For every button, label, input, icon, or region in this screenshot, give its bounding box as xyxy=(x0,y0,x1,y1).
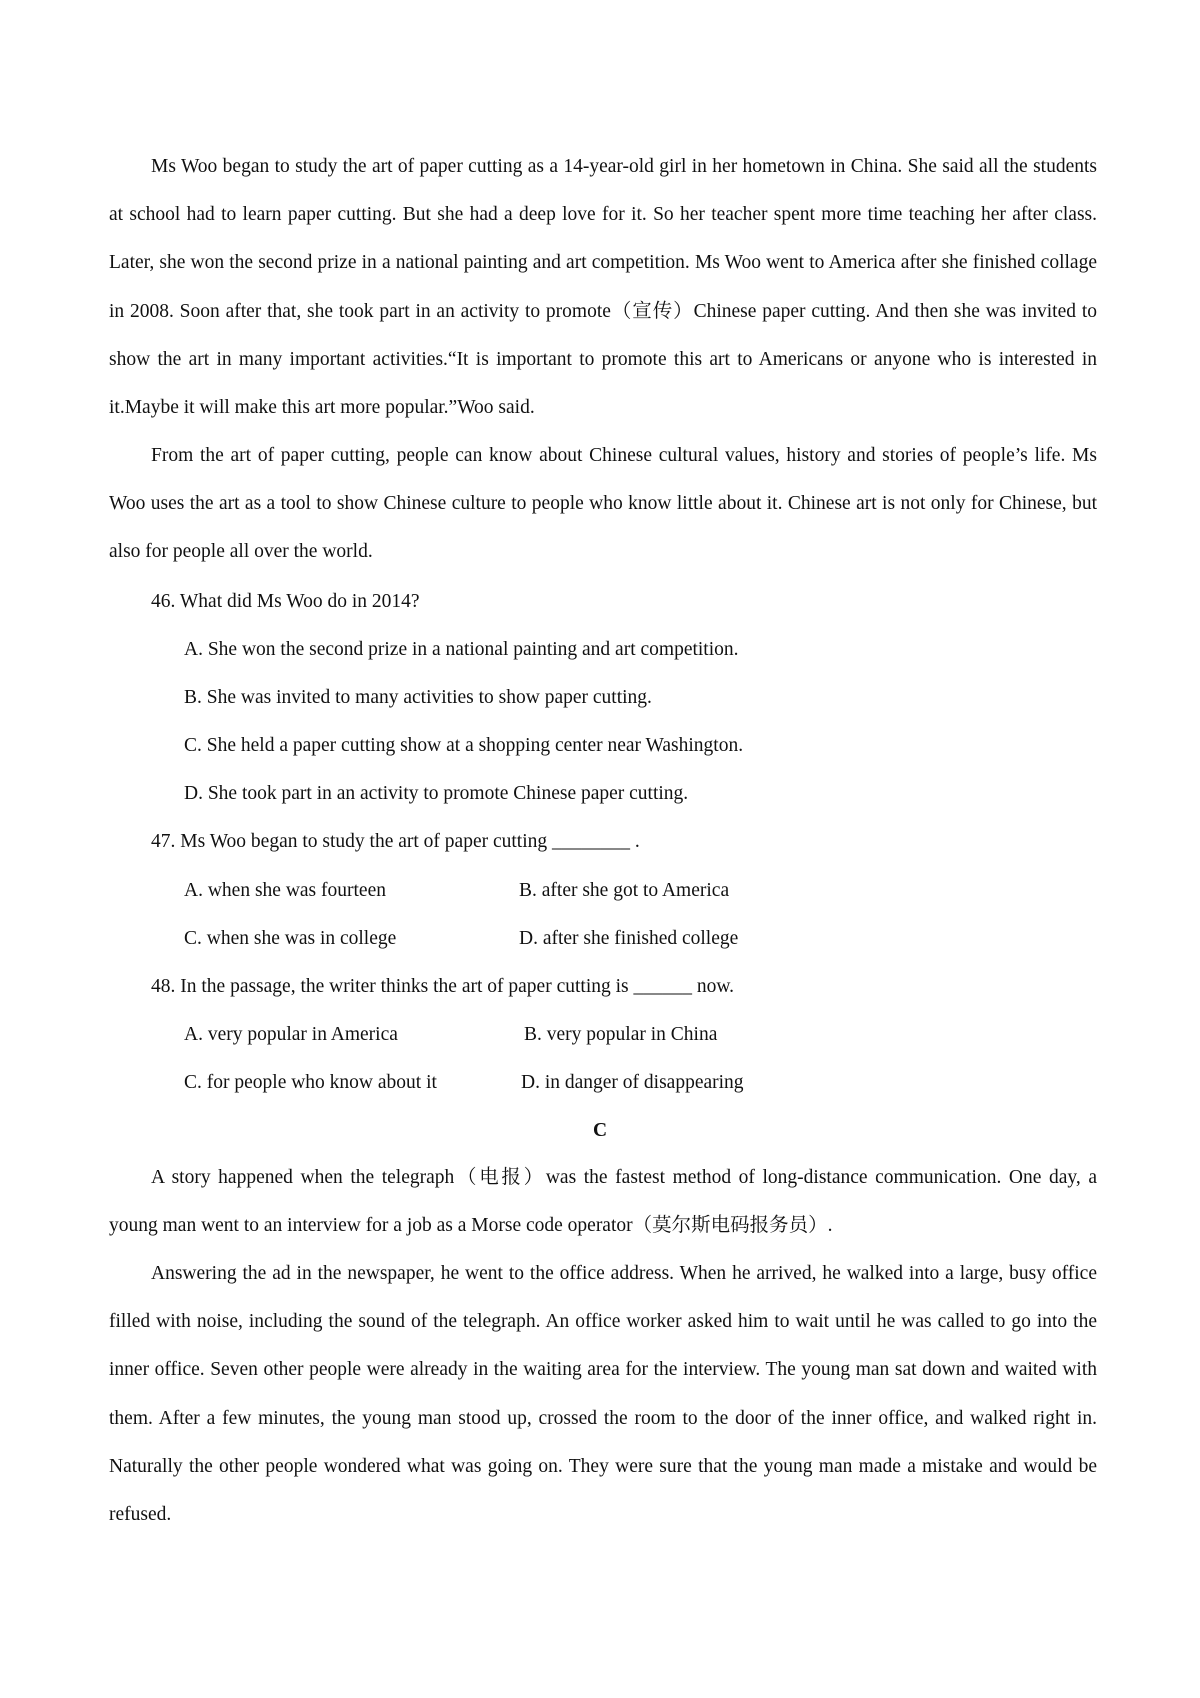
question-47-option-c: C. when she was in college xyxy=(184,928,397,949)
question-46-stem: 46. What did Ms Woo do in 2014? xyxy=(151,591,420,612)
question-47-option-d: D. after she finished college xyxy=(519,928,739,949)
question-48-option-c: C. for people who know about it xyxy=(184,1072,437,1093)
passage-b-paragraph-1: Ms Woo began to study the art of paper cutting as a 14-year-old girl in her hometown in China. She said all the students at school had to learn paper cutting. But she had a deep love for it. So her teacher spent more time teaching her after class. Later, she won the second prize in a national painting and art competition. Ms Woo went to America after she finished collage in 2008. Soon after that, she took part in an activity to promote（宣传）Chinese paper cutting. And then she was invited to show the art in many important activities.“It is important to promote this art to Americans or anyone who is interested in it.Maybe it will make this art more popular.”Woo said. xyxy=(109,156,1097,419)
passage-c-paragraph-2: Answering the ad in the newspaper, he went to the office address. When he arrived, he walked into a large, busy office filled with noise, including the sound of the telegraph. An office worker asked him to wait until he was called to go into the inner office. Seven other people were already in the waiting area for the interview. The young man sat down and waited with them. After a few minutes, the young man stood up, crossed the room to the door of the inner office, and walked right in. Naturally the other people wondered what was going on. They were sure that the young man made a mistake and would be refused. xyxy=(109,1263,1097,1526)
question-48-option-d: D. in danger of disappearing xyxy=(521,1072,744,1093)
question-48-option-b: B. very popular in China xyxy=(524,1024,718,1045)
passage-c-paragraph-1: A story happened when the telegraph（电报）was the fastest method of long-distance communication. One day, a young man went to an interview for a job as a Morse code operator（莫尔斯电码报务员）. xyxy=(109,1167,1097,1237)
question-47-stem: 47. Ms Woo began to study the art of paper cutting ________ . xyxy=(151,831,640,852)
passage-b-paragraph-2: From the art of paper cutting, people can know about Chinese cultural values, history and stories of people’s life. Ms Woo uses the art as a tool to show Chinese culture to people who know little about it. Chinese art is not only for Chinese, but also for people all over the world. xyxy=(109,445,1097,563)
question-48-option-a: A. very popular in America xyxy=(184,1024,398,1045)
section-title-c: C xyxy=(592,1120,608,1141)
question-47-option-b: B. after she got to America xyxy=(519,880,730,901)
question-46-option-a: A. She won the second prize in a national painting and art competition. xyxy=(184,639,739,660)
question-46-option-d: D. She took part in an activity to promote Chinese paper cutting. xyxy=(184,783,689,804)
question-48-stem: 48. In the passage, the writer thinks the art of paper cutting is ______ now. xyxy=(151,976,735,997)
question-46-option-c: C. She held a paper cutting show at a shopping center near Washington. xyxy=(184,735,744,756)
question-47-option-a: A. when she was fourteen xyxy=(184,880,386,901)
question-46-option-b: B. She was invited to many activities to show paper cutting. xyxy=(184,687,652,708)
